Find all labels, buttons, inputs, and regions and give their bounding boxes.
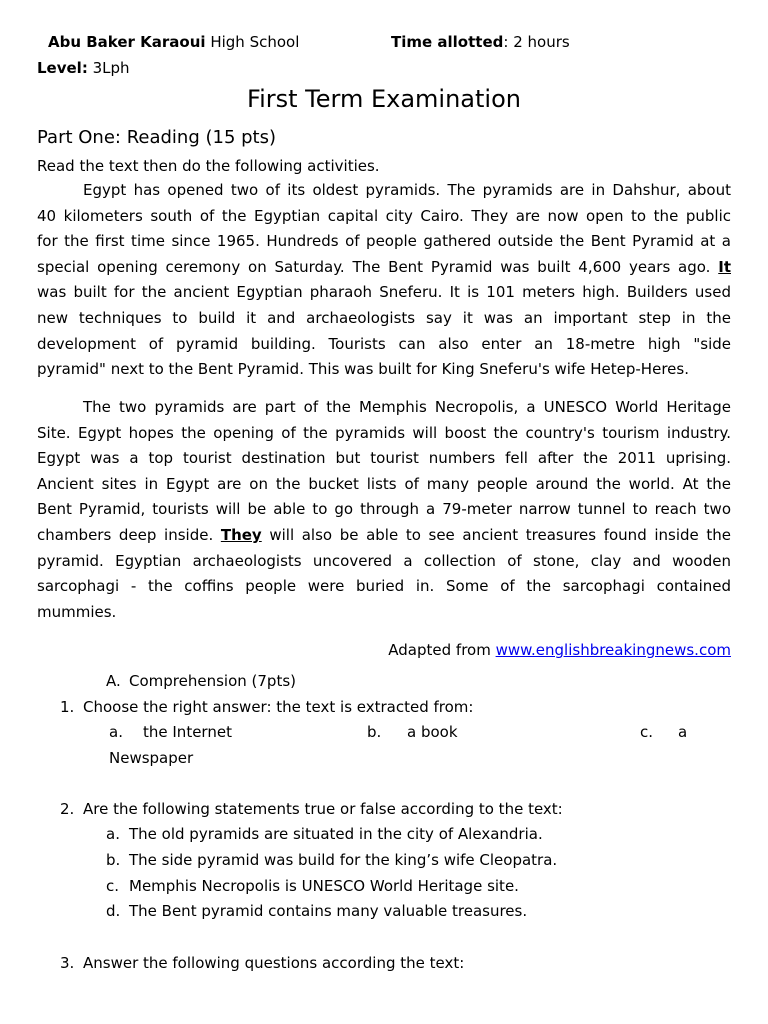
q1-option-c-continued: Newspaper (109, 749, 194, 767)
question-1-text: Choose the right answer: the text is extracted from: (83, 698, 474, 716)
time-value: : 2 hours (503, 33, 570, 51)
q2-item-a-letter: a. (106, 825, 120, 843)
paragraph-text: chambers deep inside. (37, 525, 221, 544)
level-value: 3Lph (87, 59, 130, 77)
source-credit (388, 641, 731, 659)
q2-item-b-text: The side pyramid was build for the king’s wife Cleopatra. (129, 851, 558, 869)
q1-option-c-letter: c. (640, 723, 654, 741)
paragraph-line: mummies. (37, 602, 117, 621)
q1-option-b-text: a book (407, 723, 458, 741)
q2-item-c-letter: c. (106, 877, 120, 895)
section-a-marker: A. (106, 672, 121, 690)
time-allotted (391, 33, 570, 51)
question-2-text: Are the following statements true or false according to the text: (83, 800, 563, 818)
reading-instruction: Read the text then do the following activities. (37, 157, 380, 175)
time-label: Time allotted (391, 33, 504, 51)
paragraph-line: was built for the ancient Egyptian pharaoh Sneferu. It is 101 meters high. Builders used (37, 283, 731, 302)
q1-option-b-letter: b. (367, 723, 382, 741)
source-label: Adapted from (388, 641, 496, 659)
level-line (37, 59, 130, 77)
q2-item-d-text: The Bent pyramid contains many valuable treasures. (129, 902, 528, 920)
paragraph-line: Bent Pyramid, tourists will be able to go through a 79-meter narrow tunnel to reach two (37, 500, 731, 519)
paragraph-line: Egypt was a top tourist destination but tourist numbers fell after the 2011 uprising. (37, 449, 731, 468)
paragraph-line: pyramid. Egyptian archaeologists uncovered a collection of stone, clay and wooden (37, 551, 731, 570)
part-one-title: Part One: Reading (15 pts) (37, 127, 277, 148)
paragraph-line: Ancient sites in Egypt are on the bucket lists of many people around the world. At the (37, 474, 731, 493)
page-title: First Term Examination (247, 85, 521, 113)
section-a-title: Comprehension (7pts) (129, 672, 296, 690)
paragraph-line: The two pyramids are part of the Memphis Necropolis, a UNESCO World Heritage (83, 398, 731, 416)
q1-option-a-text: the Internet (143, 723, 232, 741)
source-link[interactable]: www.englishbreakingnews.com (495, 641, 731, 659)
school-name: Abu Baker Karaoui (48, 33, 206, 51)
q2-item-a-text: The old pyramids are situated in the city of Alexandria. (129, 825, 543, 843)
reference-word-they: They (220, 525, 262, 544)
q2-item-d-letter: d. (106, 902, 121, 920)
question-3-text: Answer the following questions according the text: (83, 954, 465, 972)
question-2-number: 2. (60, 800, 75, 818)
paragraph-line (37, 255, 731, 281)
paragraph-line: 40 kilometers south of the Egyptian capital city Cairo. They are now open to the public (37, 206, 731, 225)
school-type: High School (205, 33, 300, 51)
paragraph-line: pyramid" next to the Bent Pyramid. This was built for King Sneferu's wife Hetep-Heres. (37, 360, 689, 379)
paragraph-line (37, 523, 731, 549)
question-1-number: 1. (60, 698, 75, 716)
paragraph-line: development of pyramid building. Tourists can also enter an 18-metre high "side (37, 334, 731, 353)
reference-word-it: It (718, 257, 731, 276)
paragraph-line: Site. Egypt hopes the opening of the pyramids will boost the country's tourism industry. (37, 423, 731, 442)
reading-paragraph-1 (37, 178, 731, 383)
paragraph-line: new techniques to build it and archaeologists say it was an important step in the (37, 308, 731, 327)
paragraph-line: for the first time since 1965. Hundreds of people gathered outside the Bent Pyramid at a (37, 232, 731, 251)
reading-paragraph-2 (37, 395, 731, 625)
q2-item-c-text: Memphis Necropolis is UNESCO World Heritage site. (129, 877, 519, 895)
q1-option-a-letter: a. (109, 723, 123, 741)
school-line (48, 33, 299, 51)
paragraph-line: sarcophagi - the coffins people were buried in. Some of the sarcophagi contained (37, 577, 731, 596)
question-3-number: 3. (60, 954, 75, 972)
level-label: Level: (37, 59, 88, 77)
q2-item-b-letter: b. (106, 851, 121, 869)
paragraph-line: Egypt has opened two of its oldest pyramids. The pyramids are in Dahshur, about (83, 181, 731, 199)
paragraph-text: special opening ceremony on Saturday. The Bent Pyramid was built 4,600 years ago. (37, 257, 719, 276)
q1-option-c-text: a (678, 723, 688, 741)
paragraph-text: will also be able to see ancient treasures found inside the (261, 525, 731, 544)
